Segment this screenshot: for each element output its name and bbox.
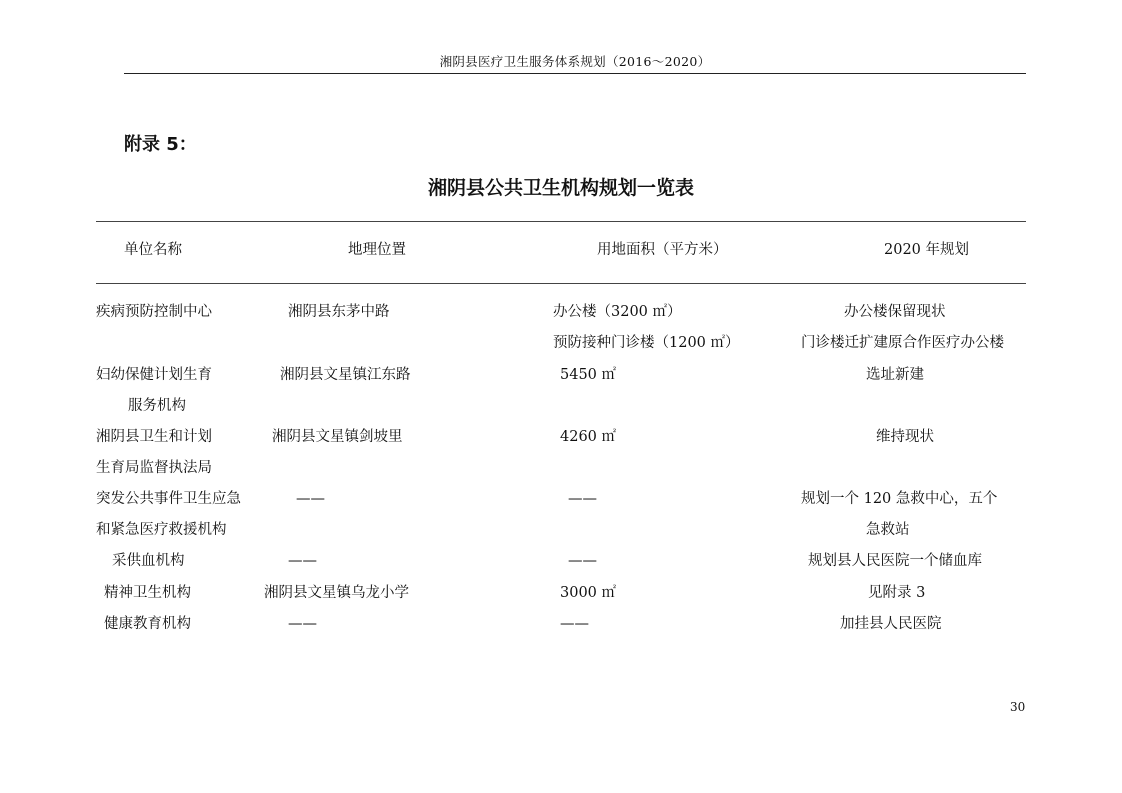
row-6-area: 3000 ㎡ <box>560 585 617 601</box>
column-header-area: 用地面积（平方米） <box>597 242 728 258</box>
row-7-area: —— <box>560 616 589 632</box>
row-7-location: —— <box>288 616 317 632</box>
row-4-location: —— <box>296 491 325 507</box>
row-6-plan: 见附录 3 <box>868 585 926 601</box>
row-1-plan-line-2: 门诊楼迁扩建原合作医疗办公楼 <box>801 335 1004 351</box>
row-4-name-line-2: 和紧急医疗救援机构 <box>96 522 227 538</box>
column-header-plan: 2020 年规划 <box>884 242 970 258</box>
table-header-rule <box>96 283 1026 284</box>
row-5-area: —— <box>568 553 597 569</box>
row-1-plan-line-1: 办公楼保留现状 <box>844 304 946 320</box>
header-rule <box>124 73 1026 74</box>
page-number: 30 <box>1010 700 1026 714</box>
row-2-name-line-1: 妇幼保健计划生育 <box>96 367 212 383</box>
running-header: 湘阴县医疗卫生服务体系规划（2016～2020） <box>439 54 711 69</box>
row-1-area-line-1: 办公楼（3200 ㎡） <box>553 304 682 320</box>
row-2-area: 5450 ㎡ <box>560 367 617 383</box>
appendix-label: 附录 5： <box>124 134 197 155</box>
row-4-plan-line-2: 急救站 <box>866 522 910 538</box>
table-top-rule <box>96 221 1026 222</box>
row-4-plan-line-1: 规划一个 120 急救中心，五个 <box>801 491 998 507</box>
row-4-name-line-1: 突发公共事件卫生应急 <box>96 491 241 507</box>
row-3-name-line-1: 湘阴县卫生和计划 <box>96 429 212 445</box>
row-3-location: 湘阴县文星镇剑坡里 <box>272 429 403 445</box>
table-title: 湘阴县公共卫生机构规划一览表 <box>427 177 694 199</box>
row-6-name: 精神卫生机构 <box>104 585 191 601</box>
row-5-plan: 规划县人民医院一个储血库 <box>808 553 982 569</box>
row-1-location: 湘阴县东茅中路 <box>288 304 390 320</box>
column-header-name: 单位名称 <box>124 242 182 258</box>
row-2-location: 湘阴县文星镇江东路 <box>280 367 411 383</box>
row-3-plan: 维持现状 <box>876 429 934 445</box>
row-1-name: 疾病预防控制中心 <box>96 304 212 320</box>
row-7-plan: 加挂县人民医院 <box>840 616 942 632</box>
row-5-location: —— <box>288 553 317 569</box>
row-2-plan: 选址新建 <box>866 367 924 383</box>
row-3-name-line-2: 生育局监督执法局 <box>96 460 212 476</box>
row-5-name: 采供血机构 <box>112 553 185 569</box>
row-6-location: 湘阴县文星镇乌龙小学 <box>264 585 409 601</box>
row-1-area-line-2: 预防接种门诊楼（1200 ㎡） <box>553 335 740 351</box>
row-3-area: 4260 ㎡ <box>560 429 617 445</box>
row-2-name-line-2: 服务机构 <box>128 398 186 414</box>
column-header-location: 地理位置 <box>348 242 406 258</box>
row-4-area: —— <box>568 491 597 507</box>
row-7-name: 健康教育机构 <box>104 616 191 632</box>
